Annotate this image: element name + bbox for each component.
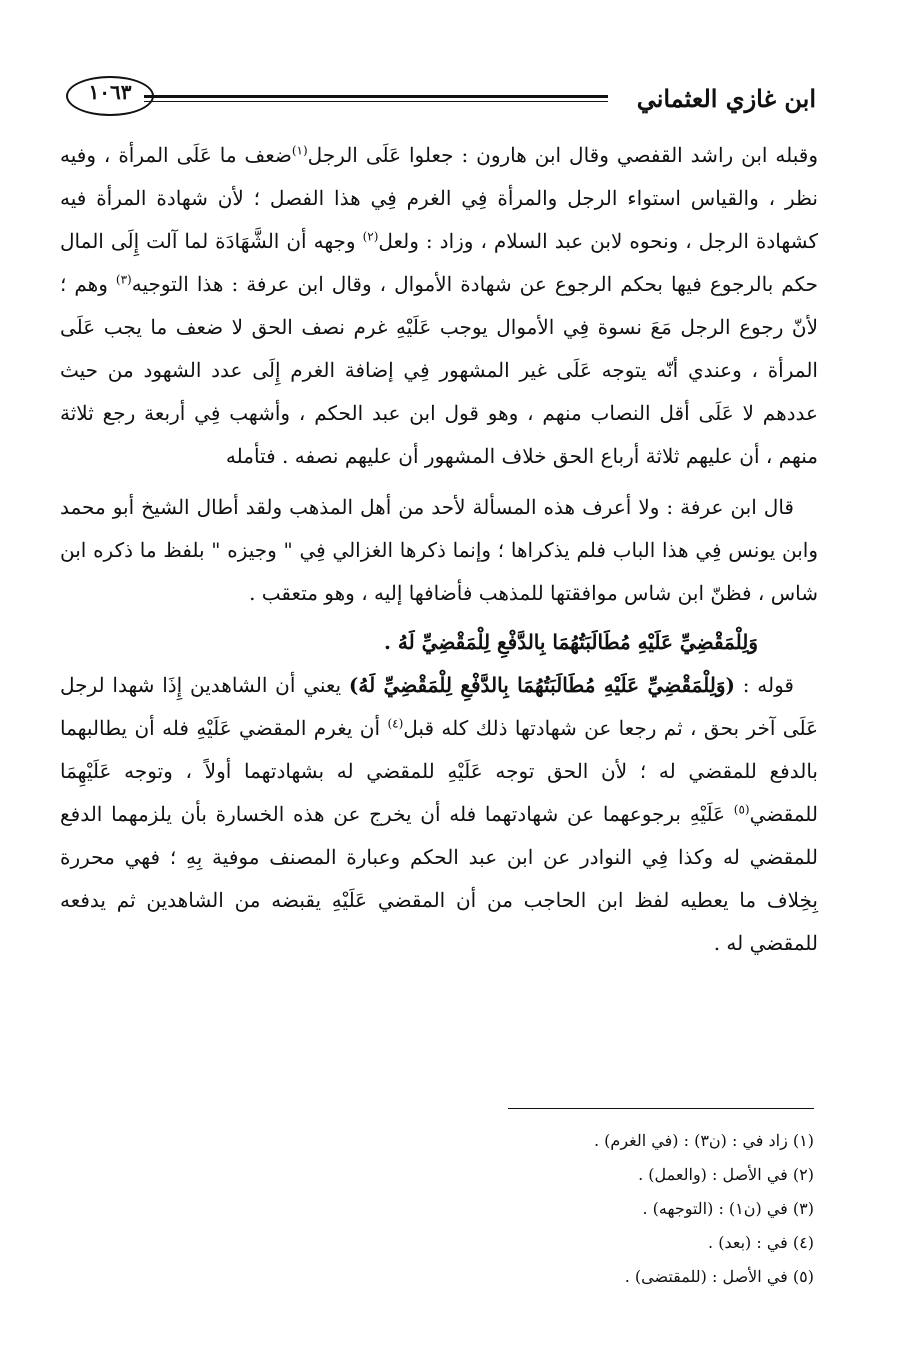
footnote-separator (508, 1108, 814, 1109)
footnote-2: (٢) في الأصل : (والعمل) . (638, 1165, 814, 1184)
footnote-1: (١) زاد في : (ن٣) : (في الغرم) . (594, 1131, 814, 1150)
paragraph-3-text-c: أن يغرم المقضي عَلَيْهِ فله أن يطالبهما بالدفع للمقضي له ؛ لأن الحق توجه عَلَيْهِ للمقضي له بشهادتهما أولاً ، وتوجه عَلَيْهِمَا للمقضي (60, 716, 818, 826)
paragraph-1-text-a: وقبله ابن راشد القفصي وقال ابن هارون : جعلوا عَلَى الرجل (307, 143, 819, 167)
footnote-ref-1: (١) (291, 143, 308, 158)
paragraph-3-text-b: يعني أن الشاهدين إِذَا شهدا لرجل عَلَى آخر بحق ، ثم رجعا عن شهادتها ذلك كله قبل (60, 673, 818, 740)
main-text (60, 134, 818, 965)
footnotes (294, 1124, 814, 1294)
paragraph-3-text-a: قوله : (735, 673, 794, 697)
footnote-ref-4: (٤) (387, 716, 404, 731)
matn-heading: وَلِلْمَقْضِيِّ عَلَيْهِ مُطَالَبَتُهُمَا بِالدَّفْعِ لِلْمَقْضِيِّ لَهُ . (383, 630, 758, 654)
paragraph-2: قال ابن عرفة : ولا أعرف هذه المسألة لأحد من أهل المذهب ولقد أطال الشيخ أبو محمد وابن يونس فِي هذا الباب فلم يذكراها ؛ وإنما ذكرها الغزالي فِي " وجيزه " بلفظ ما ذكره ابن شاس ، فظنّ ابن شاس موافقتها للمذهب فأضافها إليه ، وهو متعقب . (60, 495, 818, 605)
footnote-ref-5: (٥) (733, 802, 750, 817)
footnote-ref-3: (٣) (115, 272, 132, 287)
matn-quote: (وَلِلْمَقْضِيِّ عَلَيْهِ مُطَالَبَتُهُمَا بِالدَّفْعِ لِلْمَقْضِيِّ لَهُ) (348, 673, 735, 697)
page-number: ١٠٦٣ (88, 80, 132, 104)
paragraph-1-text-c: وجهه أن الشَّهَادَة لما آلت إِلَى المال حكم بالرجوع فيها بحكم الرجوع عن شهادة الأموال ، وقال ابن عرفة : هذا التوجيه (60, 229, 819, 296)
footnote-5: (٥) في الأصل : (للمقتضى) . (624, 1267, 814, 1286)
footnote-3: (٣) في (ن١) : (التوجهه) . (642, 1199, 814, 1218)
header-rule (144, 95, 608, 102)
footnote-ref-2: (٢) (362, 229, 379, 244)
paragraph-3-text-d: عَلَيْهِ برجوعهما عن شهادتهما فله أن يخرج عن هذه الخسارة بأن يلزمهما الدفع للمقضي له وكذا فِي النوادر عن ابن عبد الحكم وعبارة المصنف موفية بِهِ ؛ فهي محررة بِخِلاف ما يعطيه لفظ ابن الحاجب من أن المقضي عَلَيْهِ يقبضه من الشاهدين ثم يدفعه للمقضي له . (60, 802, 819, 955)
paragraph-1 (60, 134, 818, 478)
running-title: ابن غازي العثماني (636, 84, 816, 113)
footnote-4: (٤) في : (بعد) . (708, 1233, 814, 1252)
paragraph-3 (60, 664, 818, 965)
paragraph-1-text-d: وهم ؛ لأنّ رجوع الرجل مَعَ نسوة فِي الأموال يوجب عَلَيْهِ غرم نصف الحق لا ضعف ما يجب عَلَى المرأة ، وعندي أنّه يتوجه عَلَى غير المشهور فِي إضافة الغرم إِلَى عدد الشهود من حيث عددهم لا عَلَى أقل النصاب منهم ، وهو قول ابن عبد الحكم ، وأشهب فِي أربعة رجع ثلاثة منهم ، أن عليهم ثلاثة أرباع الحق خلاف المشهور أن عليهم نصفه . فتأمله (60, 272, 818, 468)
paragraph-1-text-b: ضعف ما عَلَى المرأة ، وفيه نظر ، والقياس استواء الرجل والمرأة فِي الغرم فِي هذا الفصل ؛ لأن شهادة المرأة فيه كشهادة الرجل ، ونحوه لابن عبد السلام ، وزاد : ولعل (60, 143, 818, 253)
page-header (66, 72, 816, 128)
